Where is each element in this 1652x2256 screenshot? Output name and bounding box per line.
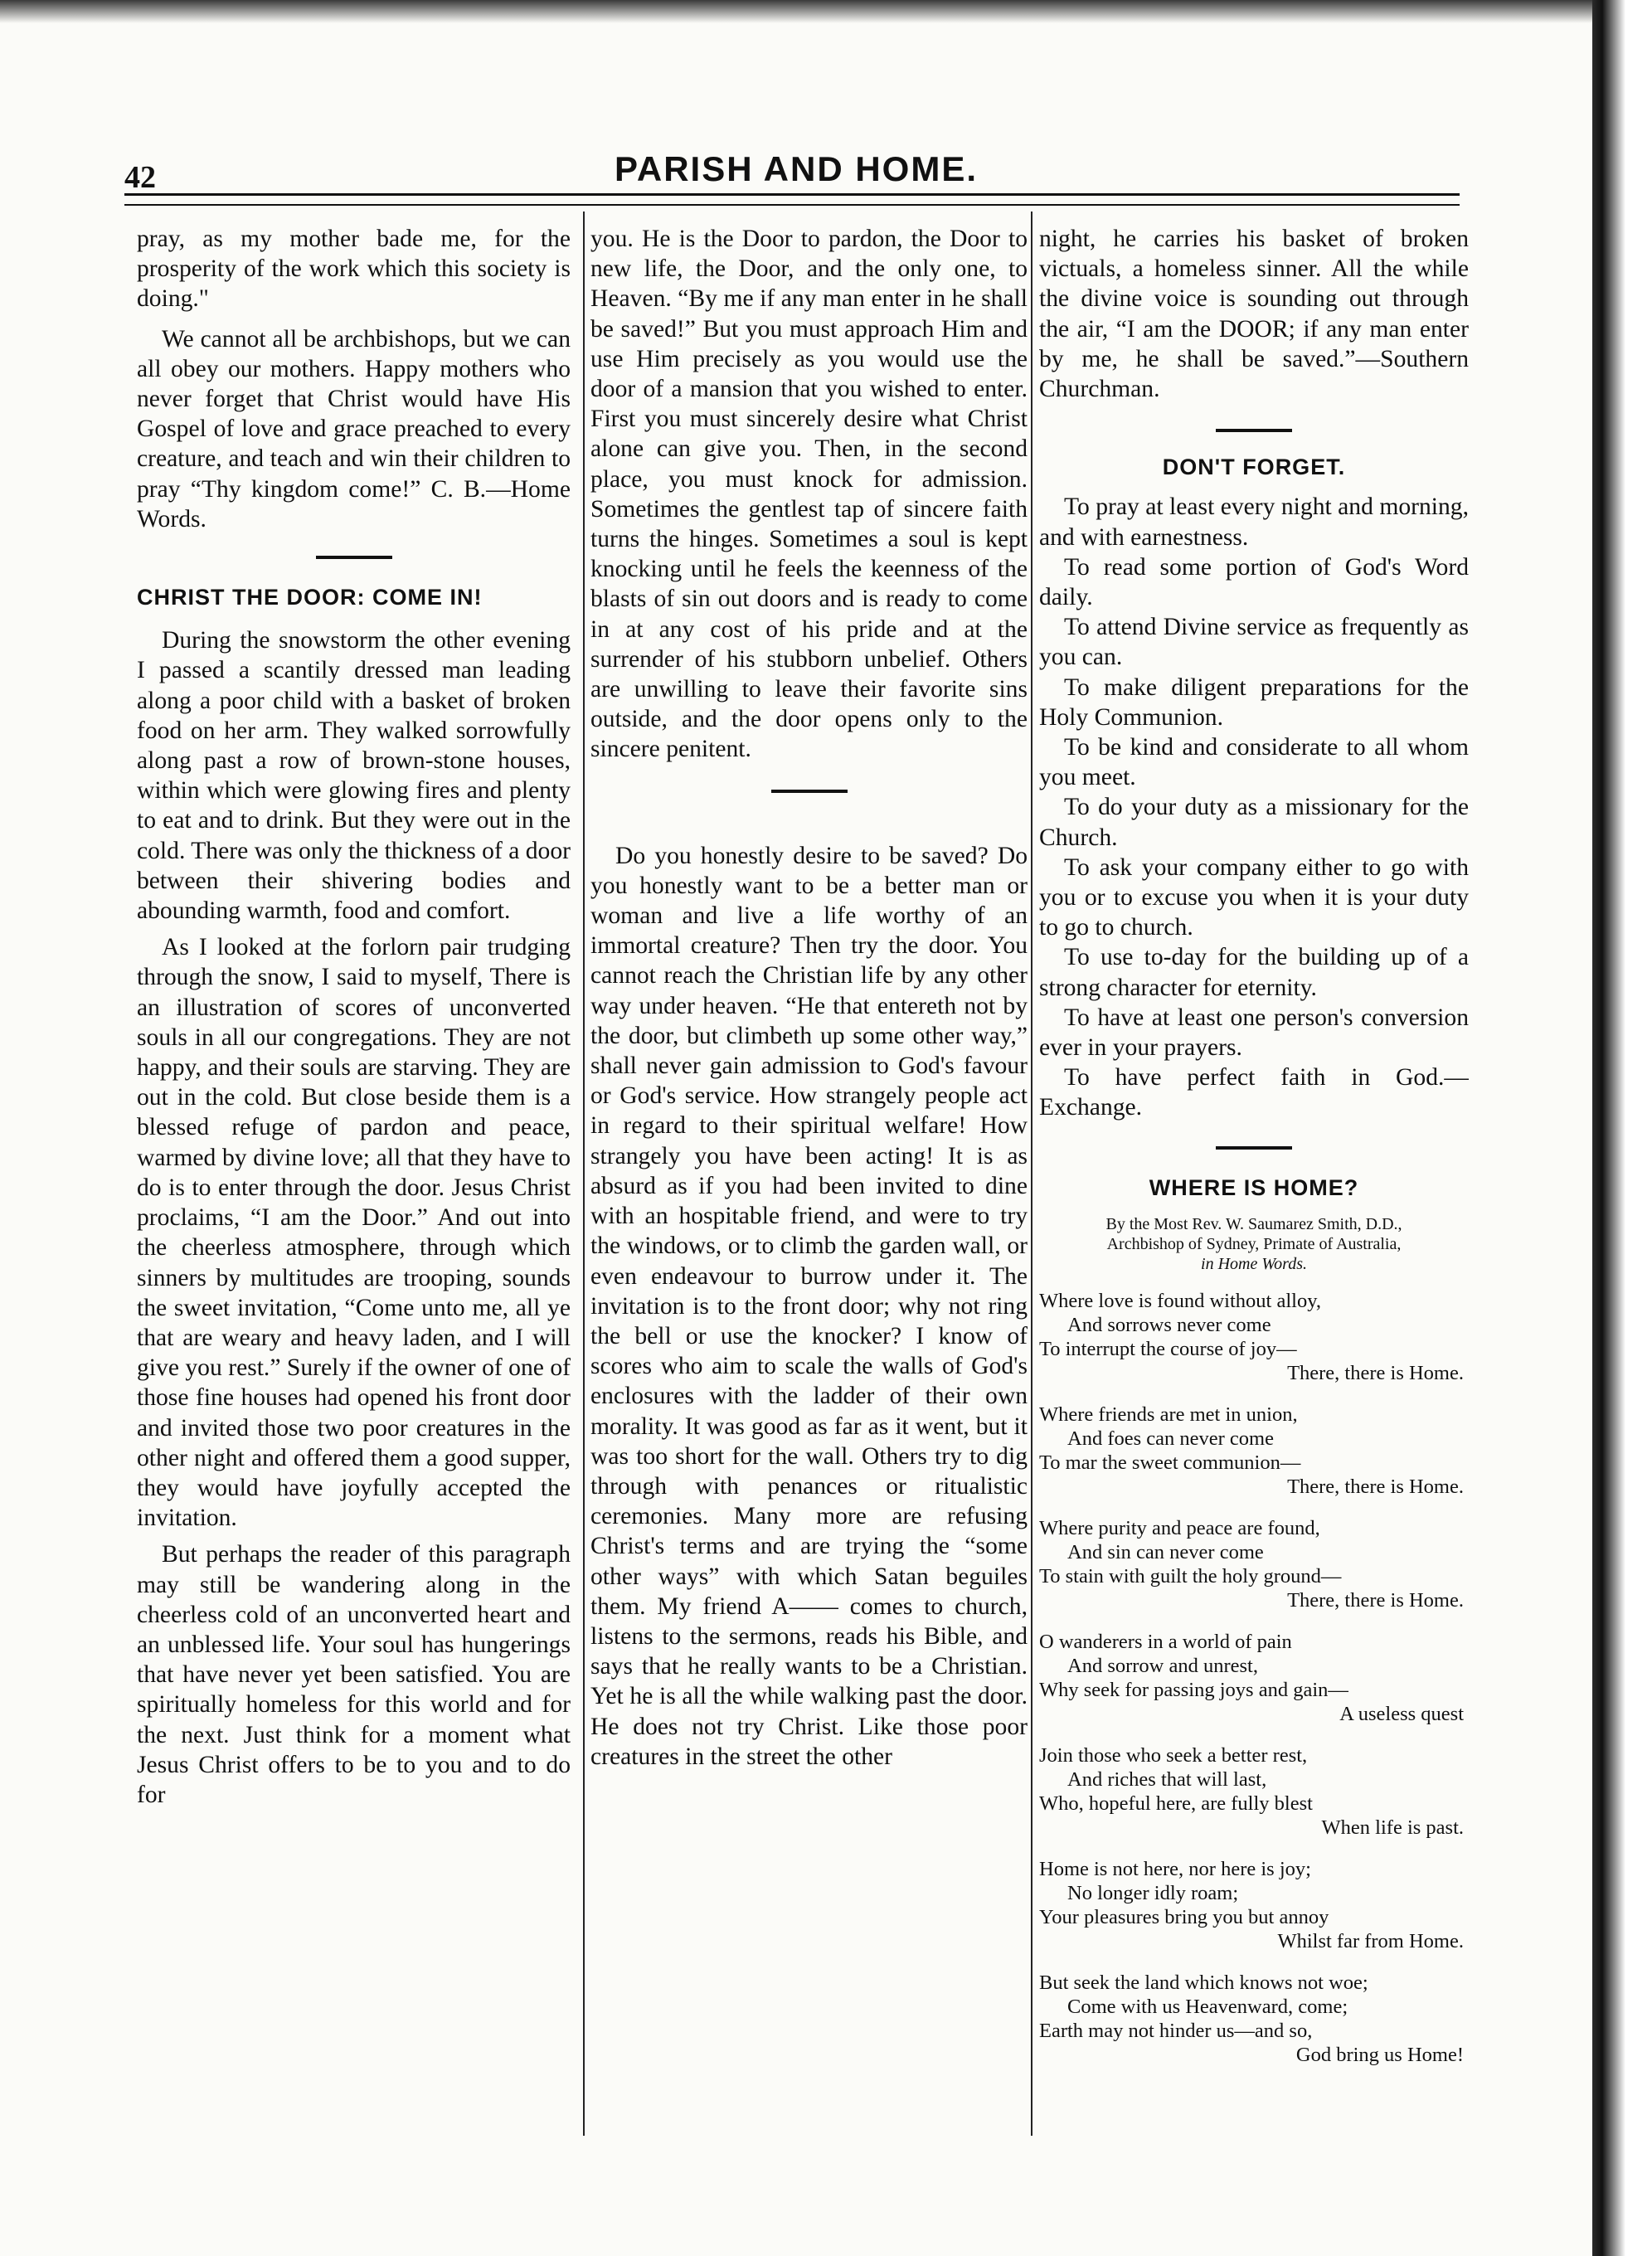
poem-refrain: There, there is Home.: [1287, 1588, 1464, 1612]
section-separator: [1216, 429, 1292, 432]
poem-refrain: God bring us Home!: [1295, 2043, 1464, 2066]
list-item: To read some portion of God's Word daily.: [1039, 553, 1469, 611]
paragraph: As I looked at the forlorn pair trudging through the snow, I said to myself, There is an illustration of scores of unconverted souls in all our congregations. They are not happy, and their souls are starving. They are out in the cold. But close beside them is a blessed refuge of pardon and peace, warmed by divine love; all that they have to do is to enter through the door. Jesus Christ proclaims, “I am the Door.” And out into the cheerless atmosphere, through which sinners by multitudes are trooping, sounds the sweet invitation, “Come unto me, all ye that are weary and heavy laden, and I will give you rest.” Surely if the owner of one of those fine houses had opened his front door and invited those two poor creatures in the other night and offered them a good supper, they would have joyfully accepted the invitation.: [137, 934, 571, 1532]
poem-line: And sorrow and unrest,: [1067, 1654, 1258, 1677]
section-separator: [316, 556, 392, 559]
poem-line: Who, hopeful here, are fully blest: [1039, 1792, 1313, 1815]
list-item: To have at least one person's conversion ever in your prayers.: [1039, 1004, 1469, 1062]
list-item: To ask your company either to go with you or to excuse you when it is your duty to go to church.: [1039, 853, 1469, 941]
poem-line: To interrupt the course of joy—: [1039, 1337, 1297, 1360]
poem-line: Where love is found without alloy,: [1039, 1289, 1321, 1312]
poem-line: O wanderers in a world of pain: [1039, 1630, 1292, 1653]
poem-byline: By the Most Rev. W. Saumarez Smith, D.D.,: [1105, 1214, 1402, 1233]
poem-refrain: There, there is Home.: [1287, 1475, 1464, 1498]
poem-stanza: [1039, 1403, 1469, 1499]
header-rule: [124, 193, 1460, 206]
poem-stanza: [1039, 1630, 1469, 1726]
list-item: To be kind and considerate to all whom you meet.: [1039, 734, 1469, 791]
list-item: To have perfect faith in God.—Exchange.: [1039, 1064, 1469, 1121]
poem-line: Where purity and peace are found,: [1039, 1516, 1320, 1539]
list-item: To make diligent preparations for the Holy Communion.: [1039, 673, 1469, 731]
poem-line: To stain with guilt the holy ground—: [1039, 1564, 1342, 1587]
column-1: [137, 224, 571, 2132]
poem-refrain: There, there is Home.: [1287, 1361, 1464, 1384]
poem-line: And sin can never come: [1067, 1540, 1264, 1563]
column-divider-1: [583, 212, 585, 2136]
poem-byline: Archbishop of Sydney, Primate of Australia,: [1106, 1234, 1402, 1253]
list-item: To use to-day for the building up of a strong character for eternity.: [1039, 944, 1469, 1001]
poem-line: No longer idly roam;: [1067, 1881, 1239, 1904]
scan-top-shadow: [0, 0, 1652, 23]
poem-stanza: [1039, 1971, 1469, 2067]
poem-stanza: [1039, 1516, 1469, 1612]
poem-title: WHERE IS HOME?: [1149, 1174, 1359, 1200]
column-2: [590, 224, 1028, 2132]
poem-line: Come with us Heavenward, come;: [1067, 1995, 1348, 2018]
poem-line: Home is not here, nor here is joy;: [1039, 1857, 1311, 1880]
poem-stanza: [1039, 1743, 1469, 1840]
list-item: To do your duty as a missionary for the Church.: [1039, 794, 1469, 851]
poem-line: And riches that will last,: [1067, 1767, 1267, 1791]
poem-line: Why seek for passing joys and gain—: [1039, 1678, 1348, 1701]
column-3: [1039, 224, 1469, 2132]
poem-line: And foes can never come: [1067, 1427, 1274, 1450]
poem-refrain: Whilst far from Home.: [1277, 1929, 1464, 1952]
paragraph: But perhaps the reader of this paragraph may still be wandering along in the cheerless cold of an unconverted heart and an unblessed life. Your soul has hungerings that have never yet been satisfied. You are spiritually homeless for this world and for the next. Just think for a moment what Jesus Christ offers to be to you and to do for: [137, 1541, 571, 1808]
section-separator: [771, 790, 848, 793]
paragraph: you. He is the Door to pardon, the Door to new life, the Door, and the only one, to Heaven. “By me if any man enter in he shall be saved!” But you must approach Him and use Him precisely as you would use the door of a mansion that you wished to enter. First you must sincerely desire what Christ alone can give you. Then, in the second place, you must knock for admission. Sometimes the gentlest tap of sincere faith turns the hinges. Sometimes a soul is kept knocking until he feels the keenness of the blasts of sin out doors and is ready to come in at any cost of his pride and at the surrender of his stubborn unbelief. Others are unwilling to leave their favorite sins outside, and the door opens only to the sincere penitent.: [590, 226, 1028, 763]
column-divider-2: [1031, 212, 1032, 2136]
poem-line: And sorrows never come: [1067, 1313, 1271, 1336]
poem-line: Join those who seek a better rest,: [1039, 1743, 1308, 1767]
section-heading: CHRIST THE DOOR: COME IN!: [137, 585, 483, 610]
poem-line: Where friends are met in union,: [1039, 1403, 1298, 1426]
page-number: 42: [124, 160, 156, 195]
poem-line: But seek the land which knows not woe;: [1039, 1971, 1368, 1994]
poem-line: Your pleasures bring you but annoy: [1039, 1905, 1329, 1928]
paragraph: pray, as my mother bade me, for the prosperity of the work which this society is doing.": [137, 226, 571, 313]
list-item: To pray at least every night and morning, and with earnestness.: [1039, 494, 1469, 551]
running-title: PARISH AND HOME.: [614, 149, 978, 188]
paragraph: night, he carries his basket of broken victuals, a homeless sinner. All the while the divine voice is sounding out through the air, “I am the DOOR; if any man enter by me, he shall be saved.”—Southern Churchman.: [1039, 226, 1469, 403]
poem: [1039, 1289, 1469, 2067]
section-heading: DON'T FORGET.: [1162, 455, 1346, 480]
poem-refrain: A useless quest: [1339, 1702, 1464, 1725]
poem-stanza: [1039, 1857, 1469, 1953]
poem-stanza: [1039, 1289, 1469, 1385]
poem-byline: in Home Words.: [1201, 1254, 1307, 1273]
section-separator: [1216, 1146, 1292, 1150]
list-item: To attend Divine service as frequently as you can.: [1039, 614, 1469, 671]
page-edge-binding: [1592, 0, 1652, 2256]
paragraph: During the snowstorm the other evening I passed a scantily dressed man leading along a poor child with a basket of broken food on her arm. They walked sorrowfully along past a row of brown-stone houses, within which were glowing fires and plenty to eat and to drink. But they were out in the cold. There was only the thickness of a door between their shivering bodies and abounding warmth, food and comfort.: [137, 627, 571, 925]
poem-line: Earth may not hinder us—and so,: [1039, 2019, 1313, 2042]
paragraph: Do you honestly desire to be saved? Do you honestly want to be a better man or woman and live a life worthy of an immortal creature? Then try the door. You cannot reach the Christian life by any other way under heaven. “He that entereth not by the door, but climbeth up some other way,” shall never gain admission to God's favour or God's service. How strangely people act in regard to their spiritual welfare! How strangely you have been acting! It is as absurd as if you had been invited to dine with an hospitable friend, and were to try the windows, or to climb the garden wall, or even endeavour to burrow under it. The invitation is to the front door; why not ring the bell or use the knocker? I know of scores who aim to scale the walls of God's enclosures with the ladder of their own morality. It was good as far as it went, but it was too short for the wall. Others try to dig through with penances or ritualistic ceremonies. Many more are refusing Christ's terms and are trying the “some other ways” with which Satan beguiles them. My friend A—— comes to church, listens to the sermons, reads his Bible, and says that he really wants to be a Christian. Yet he is all the while walking past the door. He does not try Christ. Like those poor creatures in the street the other: [590, 842, 1028, 1770]
paragraph: We cannot all be archbishops, but we can all obey our mothers. Happy mothers who never forget that Christ would have His Gospel of love and grace preached to every creature, and teach and win their children to pray “Thy kingdom come!” C. B.—Home Words.: [137, 325, 571, 532]
poem-line: To mar the sweet communion—: [1039, 1451, 1301, 1474]
poem-refrain: When life is past.: [1321, 1816, 1464, 1839]
